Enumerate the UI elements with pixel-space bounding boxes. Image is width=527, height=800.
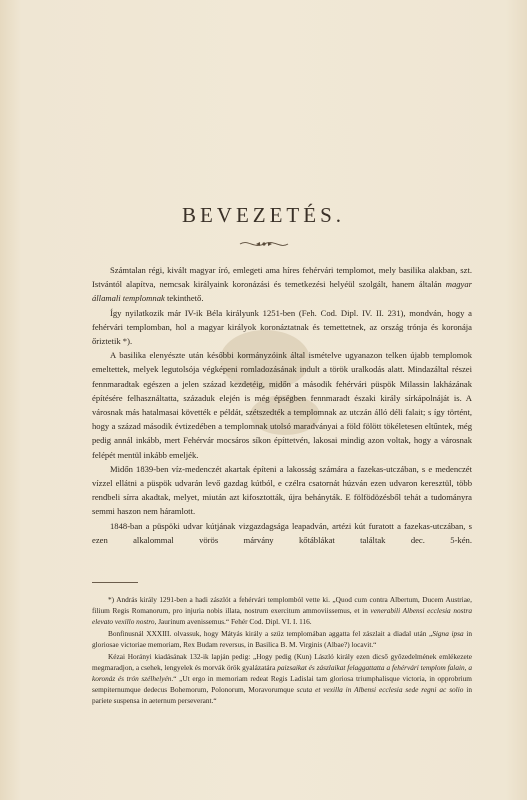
footnotes	[92, 594, 472, 707]
paragraph: Számtalan régi, kivált magyar író, emlegeti ama híres fehérvári templomot, mely basilika alakban, szt. Istvántól alapítva, nemcsak királyaink koronázási és temetkezési helyéül szolgált, hanem általán magyar államali templomnak tekinthető.	[92, 265, 472, 304]
footnote-divider	[92, 582, 138, 583]
decorative-flourish-icon	[238, 238, 290, 250]
paragraph: Így nyilatkozik már IV-ik Béla királyunk 1251-ben (Feh. Cod. Dipl. IV. II. 231), mondván, hogy a fehérvári templomban, hol a magyar királyok koronáztatnak és temettetnek, az ország trónja és koronája őriztetik *).	[92, 307, 472, 347]
footnote: *) András király 1291-ben a hadi zászlót a fehérvári templomból vette ki. „Quod cum contra Albertum, Ducem Austriae, filium Regis Romanorum, pro injuria nobis illata, nostrum exercitum ammoviissemus, et in venerabili Albensi ecclesia nostra elevato vexillo nostro, Jaurinum avenissemus.“ Fehér Cod. Dipl. VI. I. 116.	[92, 595, 472, 626]
paragraph: 1848-ban a püspöki udvar kútjának vizgazdagsága leapadván, artézi kút furatott a fazekas-utczában, s ezen alkalommal vörös márvány kőtáblákat találtak dec. 5-kén.	[92, 520, 472, 545]
body-text	[92, 263, 472, 547]
footnote: Kézai Horányi kiadásának 132-ik lapján pedig: „Hogy pedig (Kun) László király ezen dicső győzedelmének emlékezete megmaradjon, a csehek, lengyelek és morvák örök gyalázatára paizsaikat és zászlaikat felaggattatta a fehérvári templom falain, a koronáz és trón szélhelyén.“ „Ut ergo in memoriam redeat Regis Ladislai tam gloriosa triumphalisque victoria, in opprobrium sempiternumque dedecus Bohemorum, Polonorum, Moravorumque scuta et vexilla in Albensi ecclesia sede regni ac solio in pariete suspensa in aeternum perseverant.“	[92, 652, 472, 705]
paragraph: A basilika elenyészte után későbbi kormányzóink által ismételve ugyanazon telken újabb templomok emeltettek, melyek legutolsója végképeni romladozásának indult a török uralkodás alatt. Mindazáltal részei fennmaradtak egészen a jelen század kezdetéig, midőn a második fehérvári püspök Milassin lakházának építésére felhasználtatta, századuk elején is még épségben fennmaradt északi király sírkápolnáját is. A városnak más hatalmasai követték e példát, szétszedték a templomnak az utczán álló déli falait; s így történt, hogy a század második évtizedében a templomnak utolsó maradványai a föld fölött tökéletesen eltűntek, még pedig annál inkább, mert Fehérvár mocsáros síkon építtetvén, lakosai mindig azon voltak, hogy a városnak felépét mentül inkább emeljék.	[92, 350, 472, 460]
paragraph: Midőn 1839-ben víz-medenczét akartak építeni a lakosság számára a fazekas-utczában, s e medenczét vízzel ellátni a püspök udvarán levő gazdag kútból, e czélra csatornát húzván ezen udvaron keresztül, több rendbeli sírra akadtak, melyet, miután azt kifosztották, újra behányták. E fölfödözésből tehát a tudományra semmi haszon nem háramlott.	[92, 463, 472, 517]
page-title: BEVEZETÉS.	[181, 203, 346, 227]
footnote: Bonfinusnál XXXIII. olvassuk, hogy Mátyás király a szüz templomában aggatta fel zászlait a diadal után „Signa ipsa in gloriosae victoriae memoriam, Rex Budam reversus, in Basilica B. M. Virginis (Albae?) locavit.“	[92, 629, 472, 649]
